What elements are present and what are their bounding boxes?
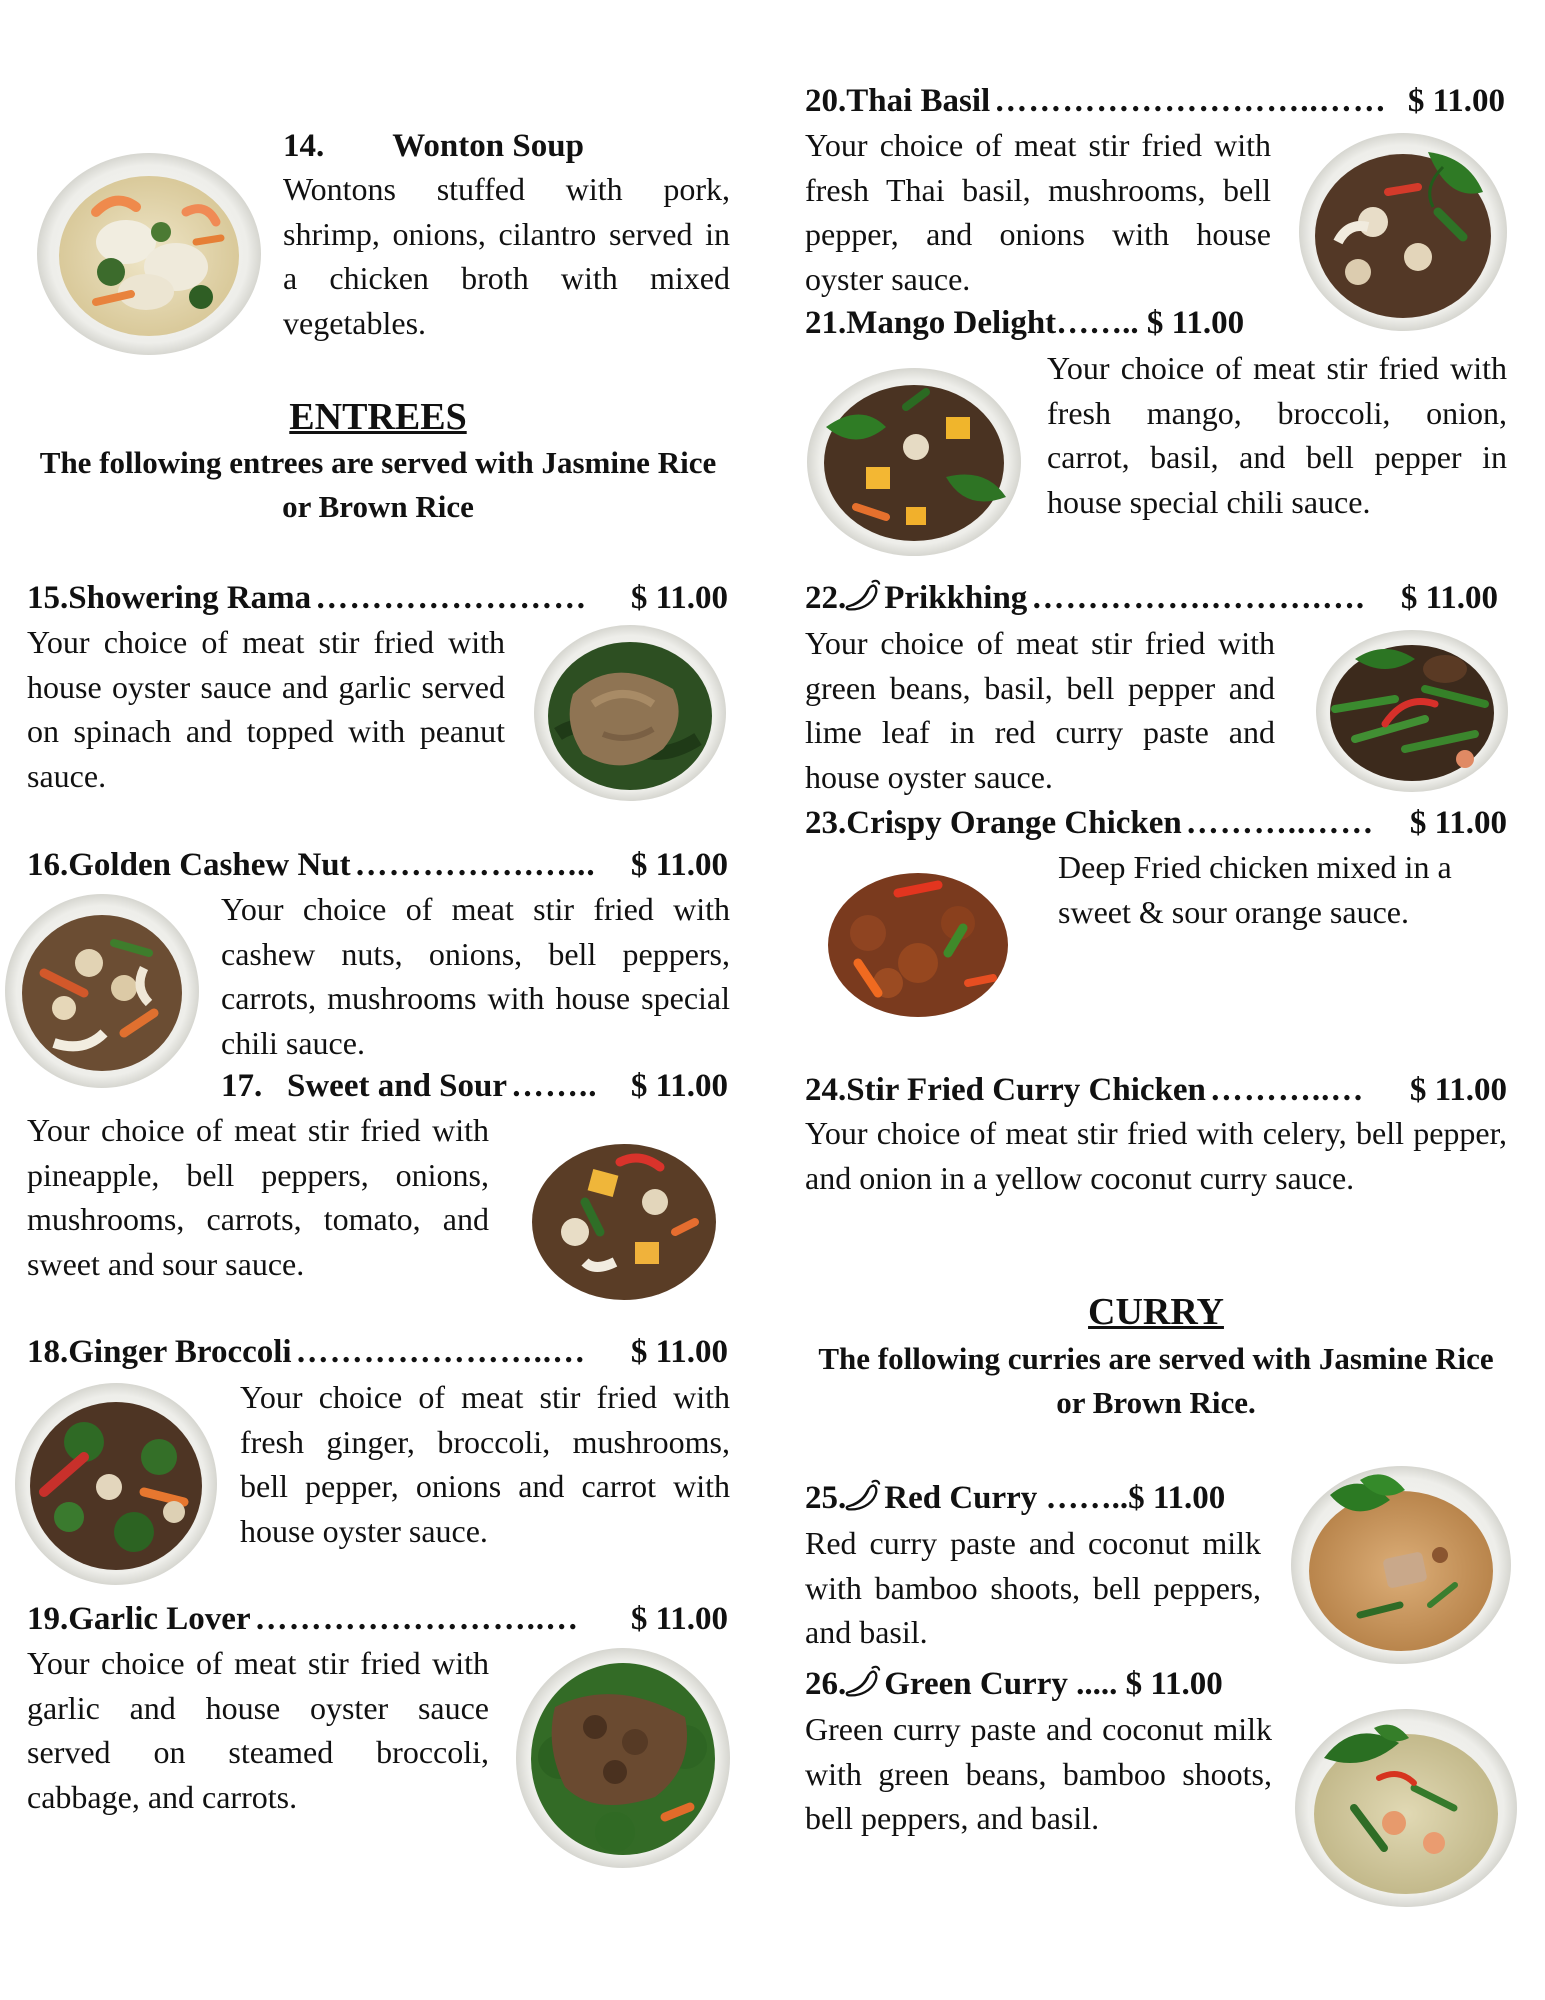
item-15-leader: …………………… xyxy=(315,580,588,616)
item-20-description: Your choice of meat stir fried with fresh Thai basil, mushrooms, bell pepper, and onions with house oyster sauce. xyxy=(805,127,1271,297)
item-26-leader: ..... xyxy=(1076,1666,1118,1702)
item-21-heading xyxy=(805,301,1244,345)
item-25-heading xyxy=(805,1476,1225,1520)
garlic-lover-photo xyxy=(515,1647,731,1869)
item-22-name-group xyxy=(805,576,1027,620)
item-14-name: Wonton Soup xyxy=(392,128,584,164)
item-15-description: Your choice of meat stir fried with house oyster sauce and garlic served on spinach and topped with peanut sauce. xyxy=(27,624,505,794)
item-14-heading xyxy=(283,124,584,168)
item-20-heading xyxy=(805,79,1505,123)
red-curry-photo xyxy=(1290,1465,1512,1665)
item-26-name: Green Curry xyxy=(884,1666,1068,1702)
item-20-price: $ 11.00 xyxy=(1407,83,1505,119)
curry-section-title: CURRY xyxy=(1088,1291,1224,1333)
item-22-name: Prikkhing xyxy=(884,580,1028,616)
item-19-leader: ……………………..… xyxy=(254,1601,580,1637)
sweet-and-sour-photo xyxy=(515,1122,733,1312)
prikkhing-photo xyxy=(1315,629,1510,794)
item-21-description: Your choice of meat stir fried with fresh mango, broccoli, onion, carrot, basil, and bell pepper in house special chili sauce. xyxy=(1047,350,1507,520)
item-24-heading xyxy=(805,1068,1507,1112)
item-21-name: 21.Mango Delight xyxy=(805,305,1057,341)
item-20-leader: ………………………..…… xyxy=(994,83,1387,119)
item-16-name: 16.Golden Cashew Nut xyxy=(27,847,351,883)
item-23-price: $ 11.00 xyxy=(1409,805,1507,841)
item-17-price: $ 11.00 xyxy=(630,1068,728,1104)
item-20-name: 20.Thai Basil xyxy=(805,83,991,119)
item-19-name: 19.Garlic Lover xyxy=(27,1601,251,1637)
chili-pepper-icon xyxy=(844,578,882,614)
golden-cashew-nut-photo xyxy=(4,893,200,1089)
item-16-price: $ 11.00 xyxy=(630,847,728,883)
item-15-name: 15.Showering Rama xyxy=(27,580,312,616)
thai-basil-photo xyxy=(1298,132,1508,332)
entrees-section-subtitle: The following entrees are served with Jasmine Rice or Brown Rice xyxy=(39,445,717,524)
item-18-description: Your choice of meat stir fried with fresh ginger, broccoli, mushrooms, bell pepper, onions and carrot with house oyster sauce. xyxy=(240,1379,730,1549)
item-17-description: Your choice of meat stir fried with pineapple, bell peppers, onions, mushrooms, carrots, tomato, and sweet and sour sauce. xyxy=(27,1112,489,1282)
item-15-price: $ 11.00 xyxy=(630,580,728,616)
item-18-heading xyxy=(27,1330,728,1374)
item-24-price: $ 11.00 xyxy=(1409,1072,1507,1108)
curry-section-subtitle: The following curries are served with Jasmine Rice or Brown Rice. xyxy=(818,1341,1494,1420)
item-18-name: 18.Ginger Broccoli xyxy=(27,1334,292,1370)
item-18-leader: …………………..… xyxy=(295,1334,587,1370)
item-25-number: 25. xyxy=(805,1480,847,1516)
item-22-number: 22. xyxy=(805,580,847,616)
item-16-description: Your choice of meat stir fried with cashew nuts, onions, bell peppers, carrots, mushrooms with house special chili sauce. xyxy=(221,891,730,1061)
item-18-price: $ 11.00 xyxy=(630,1334,728,1370)
item-17-leader: …….. xyxy=(511,1068,598,1104)
item-26-number: 26. xyxy=(805,1666,847,1702)
item-25-name: Red Curry xyxy=(884,1480,1038,1516)
item-23-heading xyxy=(805,801,1507,845)
entrees-section-title: ENTREES xyxy=(289,396,467,438)
ginger-broccoli-photo xyxy=(14,1382,218,1586)
item-21-price: $ 11.00 xyxy=(1146,305,1245,341)
item-19-heading xyxy=(27,1597,728,1641)
item-17-name: 17. Sweet and Sour xyxy=(221,1068,508,1104)
item-19-price: $ 11.00 xyxy=(630,1601,728,1637)
item-14-description: Wontons stuffed with pork, shrimp, onions, cilantro served in a chicken broth with mixed vegetables. xyxy=(283,171,730,341)
item-22-heading xyxy=(805,576,1498,620)
item-16-leader: …………….…... xyxy=(354,847,596,883)
item-23-leader: ………..…… xyxy=(1185,805,1375,841)
item-23-name: 23.Crispy Orange Chicken xyxy=(805,805,1182,841)
mango-delight-photo xyxy=(806,367,1022,557)
item-22-leader: …………….……….…. xyxy=(1031,580,1366,616)
item-25-leader: …….. xyxy=(1045,1480,1129,1516)
item-24-name: 24.Stir Fried Curry Chicken xyxy=(805,1072,1206,1108)
item-21-leader: …….. xyxy=(1056,305,1139,341)
item-25-price: $ 11.00 xyxy=(1128,1480,1226,1516)
item-22-price: $ 11.00 xyxy=(1400,580,1498,616)
item-14-number: 14. xyxy=(283,128,325,164)
item-17-heading xyxy=(221,1064,728,1108)
item-25-description: Red curry paste and coconut milk with bamboo shoots, bell peppers, and basil. xyxy=(805,1525,1261,1650)
item-26-description: Green curry paste and coconut milk with green beans, bamboo shoots, bell peppers, and basil. xyxy=(805,1711,1272,1836)
item-26-heading xyxy=(805,1662,1223,1706)
chili-pepper-icon xyxy=(844,1478,882,1514)
green-curry-photo xyxy=(1294,1708,1518,1908)
showering-rama-photo xyxy=(533,624,727,802)
item-24-leader: ………..… xyxy=(1209,1072,1365,1108)
item-19-description: Your choice of meat stir fried with garlic and house oyster sauce served on steamed broccoli, cabbage, and carrots. xyxy=(27,1645,489,1815)
wonton-soup-photo xyxy=(36,152,262,357)
item-16-heading xyxy=(27,843,728,887)
item-23-description: Deep Fried chicken mixed in a sweet & sour orange sauce. xyxy=(1058,849,1452,930)
item-26-price: $ 11.00 xyxy=(1125,1666,1223,1702)
item-15-heading xyxy=(27,576,728,620)
item-22-description: Your choice of meat stir fried with green beans, basil, bell pepper and lime leaf in red curry paste and house oyster sauce. xyxy=(805,625,1275,795)
crispy-orange-chicken-photo xyxy=(808,853,1028,1031)
item-24-description: Your choice of meat stir fried with celery, bell pepper, and onion in a yellow coconut curry sauce. xyxy=(805,1115,1507,1196)
chili-pepper-icon xyxy=(844,1664,882,1700)
